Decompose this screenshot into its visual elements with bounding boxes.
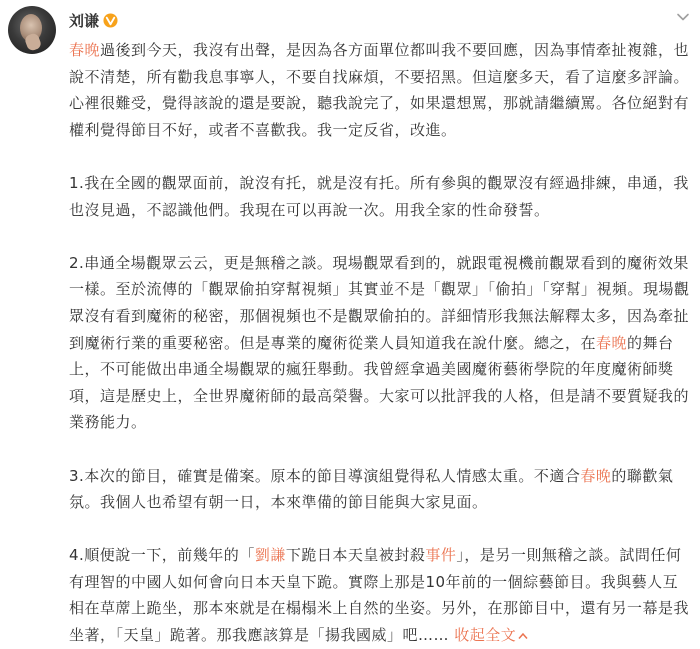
post-text: 4.順便說一下，前幾年的「: [69, 546, 255, 565]
post-paragraph: [69, 250, 693, 436]
post-content: [69, 37, 693, 649]
topic-link[interactable]: 事件: [425, 546, 457, 565]
post-text: 過後到今天，我沒有出聲，是因為各方面單位都叫我不要回應，因為事情牽扯複雜，也說不清楚，所有勸我息事寧人，不要自找麻煩，不要招黑。但這麼多天，看了這麼多評論。心裡很難受，覺得該說的還是要說，聽我說完了，如果還想罵，那就請繼續罵。各位絕對有權利覺得節目不好，或者不喜歡我。我一定反省，改進。: [69, 41, 690, 139]
topic-link[interactable]: 劉謙: [254, 546, 286, 565]
topic-link[interactable]: 春晚: [69, 41, 101, 59]
post-text: 的舞台上，不可能做出串通全場觀眾的瘋狂舉動。我曾經拿過美國魔術藝術學院的年度魔術師獎項，這是歷史上，全世界魔術師的最高榮譽。大家可以批評我的人格，但是請不要質疑我的業務能力。: [69, 333, 690, 432]
post-text: 1.我在全國的觀眾面前，說沒有托，就是沒有托。所有參與的觀眾沒有經過排練，串通，我也沒見過，不認識他們。我現在可以再說一次。用我全家的性命發誓。: [69, 173, 689, 219]
post-paragraph: [69, 463, 693, 516]
topic-link[interactable]: 春晚: [596, 333, 628, 352]
post-paragraph: [69, 170, 693, 223]
post-text: 」，是另一則無稽之談。試問任何有理智的中國人如何會向日本天皇下跪。實際上那是10年前的一個綜藝節目。我與藝人互相在草蓆上跪坐，那本來就是在榻榻米上自然的坐姿。另外，在那節目中，還有另一幕是我坐著，「天皇」跪著。那我應該算是「揚我國威」吧……: [69, 546, 690, 645]
post-text: 2.串通全場觀眾云云，更是無稽之談。現場觀眾看到的，就跟電視機前觀眾看到的魔術效果一樣。至於流傳的「觀眾偷拍穿幫視頻」其實並不是「觀眾」「偷拍」「穿幫」視頻。現場觀眾沒有看到魔術的秘密，那個視頻也不是觀眾偷拍的。詳細情形我無法解釋太多，因為牽扯到魔術行業的重要秘密。但是專業的魔術從業人員知道我在說什麼。總之，在: [69, 253, 690, 352]
post-paragraph: [69, 37, 693, 143]
chevron-down-icon[interactable]: [674, 8, 692, 26]
collapse-full-text-link[interactable]: 收起全文: [449, 626, 517, 645]
vip-badge-icon: [103, 13, 118, 28]
post-text: 的聯歡氣氛。我個人也希望有朝一日，本來準備的節目能與大家見面。: [69, 466, 674, 512]
caret-up-icon[interactable]: [518, 632, 528, 640]
post-paragraph: [69, 542, 693, 648]
username[interactable]: 刘谦: [69, 12, 100, 30]
username-row: [69, 10, 118, 31]
post-text: 3.本次的節目，確實是備案。原本的節目導演組覺得私人情感太重。不適合: [69, 466, 581, 485]
post-text: 下跪日本天皇被封殺: [285, 546, 426, 565]
topic-link[interactable]: 春晚: [580, 466, 612, 485]
avatar[interactable]: [8, 6, 56, 54]
